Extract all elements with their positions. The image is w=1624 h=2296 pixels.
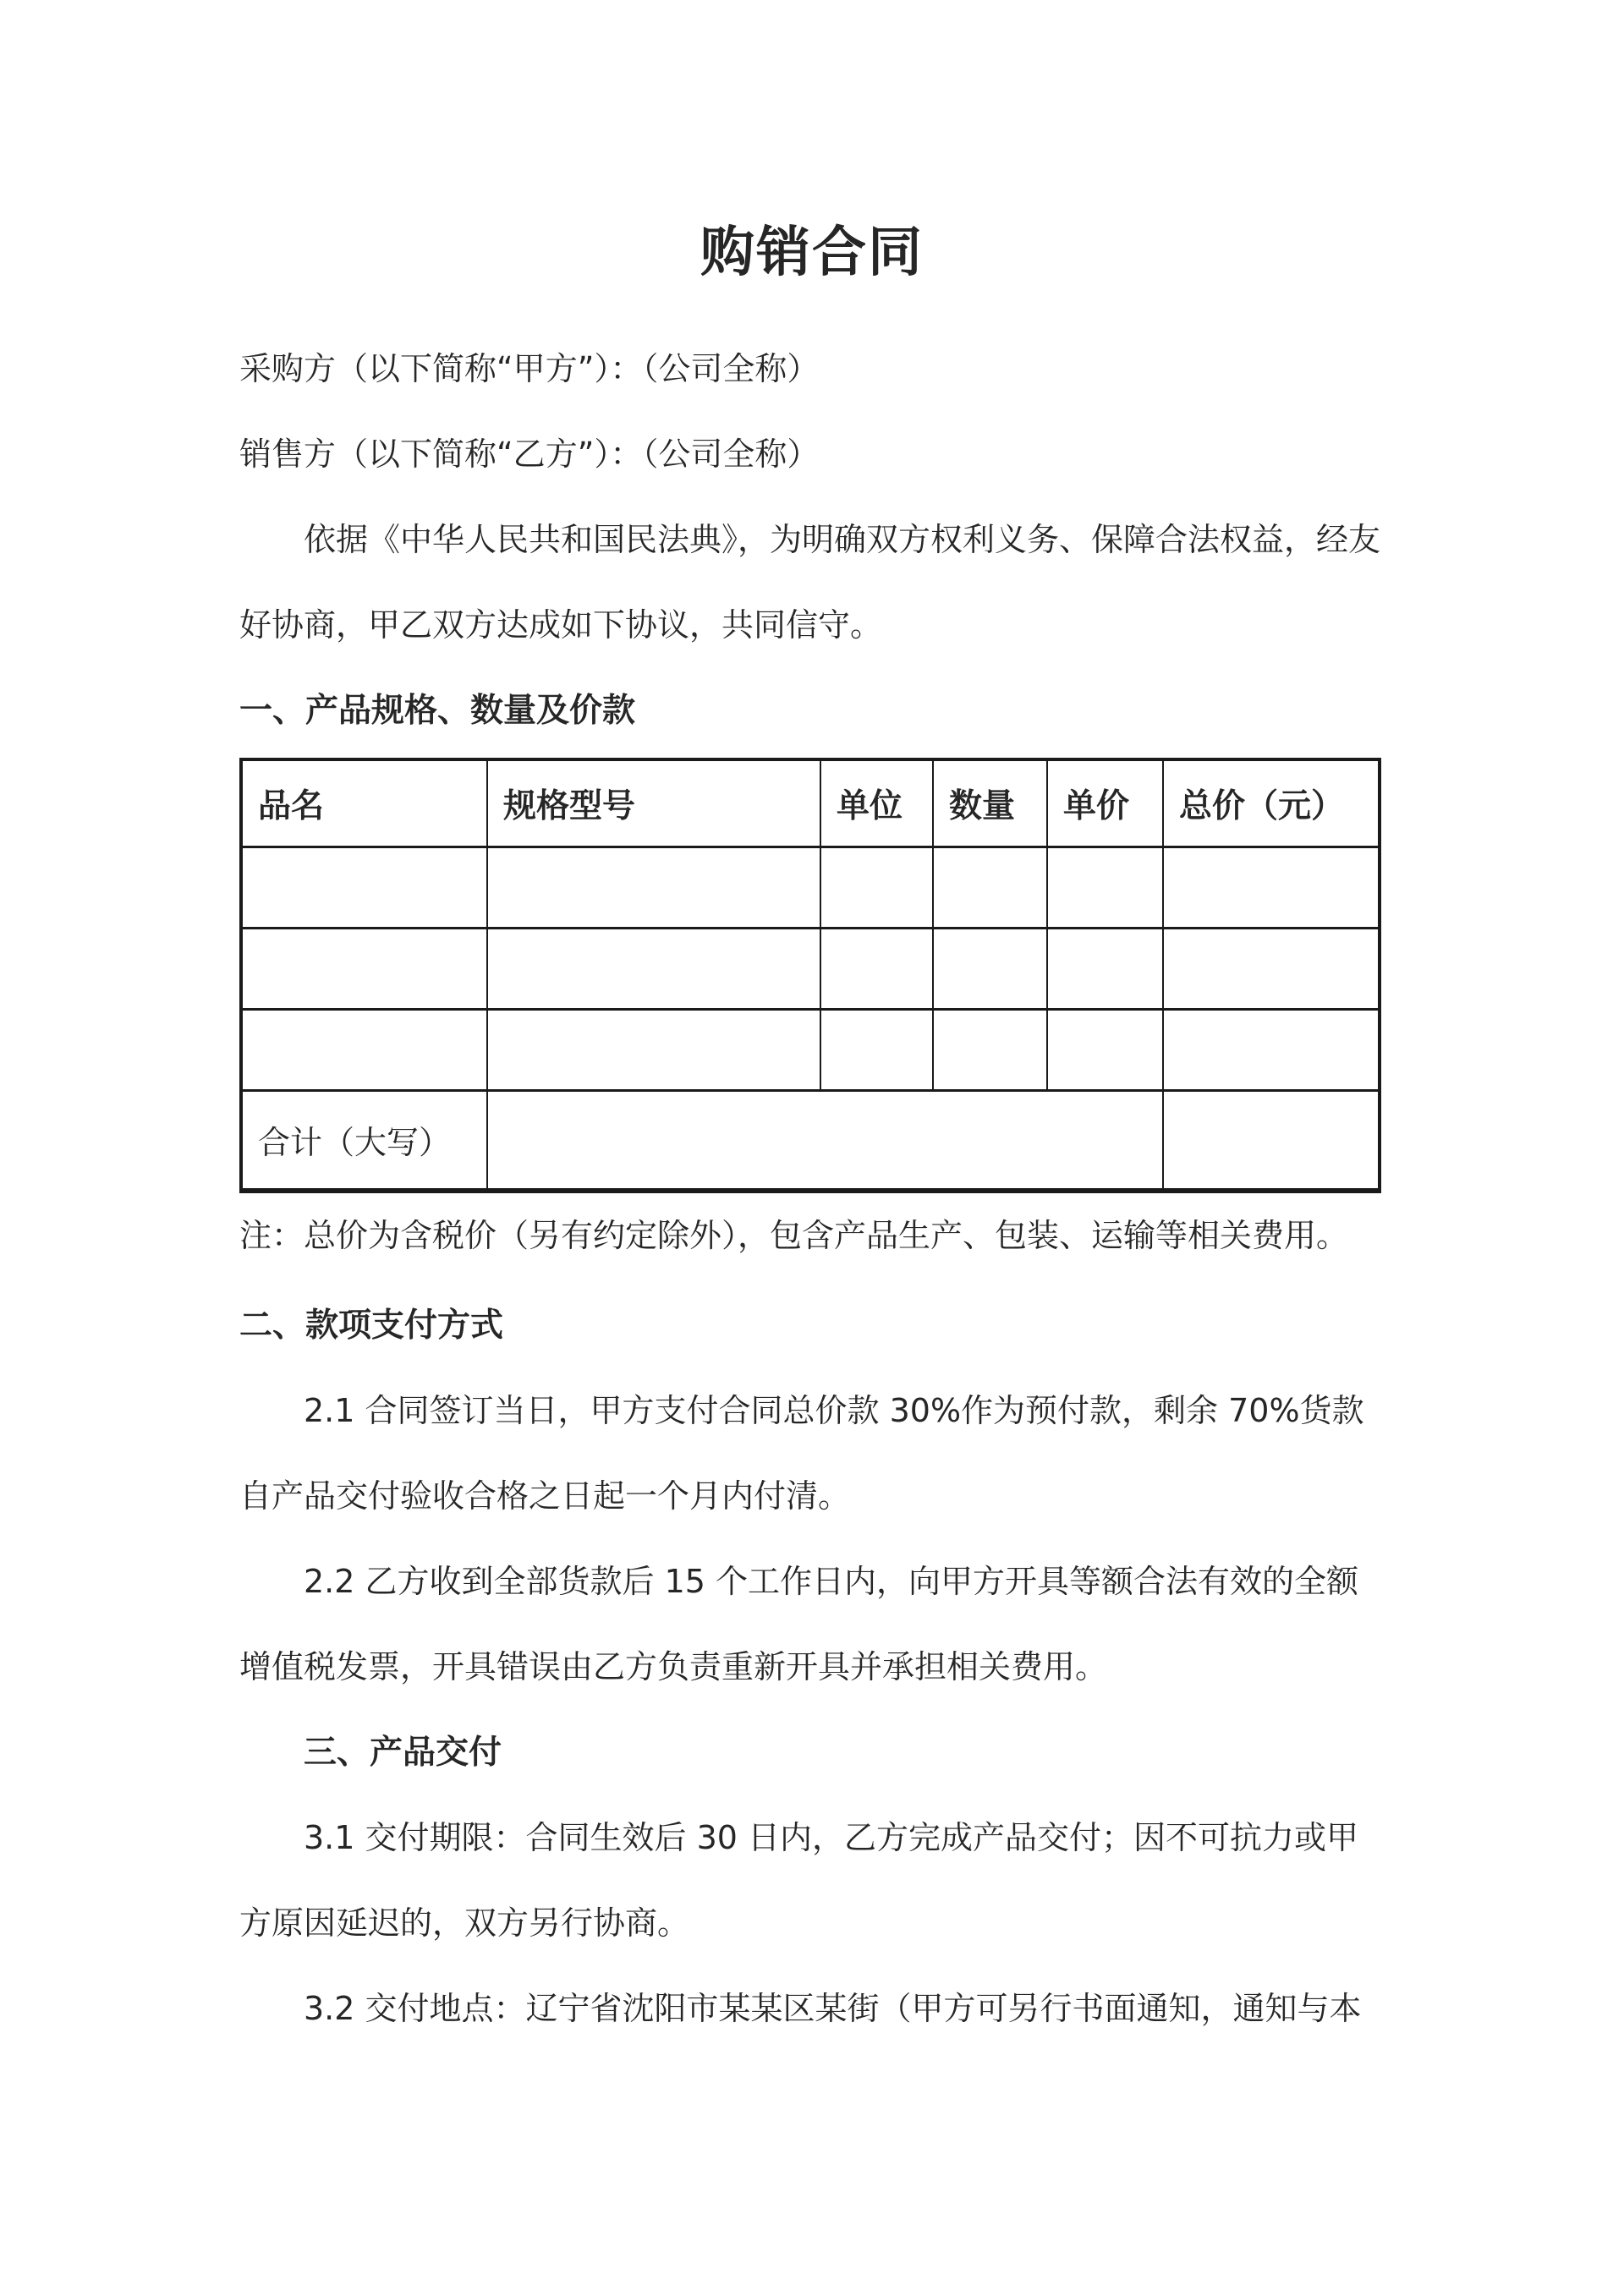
table-cell (820, 847, 933, 928)
document-title: 购销合同 (700, 222, 924, 284)
section-3-heading: 三、产品交付 (304, 1734, 502, 1772)
header-cell-spec-model: 规格型号 (487, 759, 820, 847)
table-cell (820, 1009, 933, 1090)
preamble-paragraph: 依据《中华人民共和国民法典》，为明确双方权利义务、保障合法权益，经友好协商，甲乙双方达成如下协议，共同信守。 (239, 521, 1381, 644)
header-cell-total-price: 总价（元） (1163, 759, 1380, 847)
clause-3-2: 3.2 交付地点：辽宁省沈阳市某某区某街（甲方可另行书面通知，通知与本 (304, 1990, 1362, 2027)
table-cell (1163, 928, 1380, 1009)
table-cell (487, 847, 820, 928)
header-cell-unit: 单位 (820, 759, 933, 847)
table-row (241, 928, 1380, 1009)
clause-3-1: 3.1 交付期限：合同生效后 30 日内，乙方完成产品交付；因不可抗力或甲方原因延迟的，双方另行协商。 (239, 1819, 1359, 1942)
total-label-cell: 合计（大写） (241, 1090, 487, 1191)
table-cell (241, 847, 487, 928)
table-cell (933, 1009, 1047, 1090)
header-cell-unit-price: 单价 (1047, 759, 1163, 847)
table-cell (487, 928, 820, 1009)
table-row (241, 847, 1380, 928)
table-cell (1047, 847, 1163, 928)
header-cell-quantity: 数量 (933, 759, 1047, 847)
section-1-heading: 一、产品规格、数量及价款 (239, 692, 636, 730)
table-total-row (241, 1090, 1380, 1191)
table-cell (241, 1009, 487, 1090)
table-note: 注：总价为含税价（另有约定除外），包含产品生产、包装、运输等相关费用。 (239, 1217, 1349, 1254)
clause-2-1: 2.1 合同签订当日，甲方支付合同总价款 30%作为预付款，剩余 70%货款自产品交付验收合格之日起一个月内付清。 (239, 1392, 1364, 1515)
total-price-cell (1163, 1090, 1380, 1191)
table-cell (1163, 847, 1380, 928)
buyer-party-line: 采购方（以下简称“甲方”）：（公司全称） (239, 350, 820, 387)
seller-party-line: 销售方（以下简称“乙方”）：（公司全称） (239, 436, 820, 473)
section-2-heading: 二、款项支付方式 (239, 1307, 504, 1345)
table-cell (1047, 928, 1163, 1009)
table-cell (1047, 1009, 1163, 1090)
product-spec-table (239, 758, 1381, 1193)
header-cell-product-name: 品名 (241, 759, 487, 847)
table-cell (1163, 1009, 1380, 1090)
page-content (239, 0, 1385, 2052)
total-amount-in-words-cell (487, 1090, 1163, 1191)
table-header-row (241, 759, 1380, 847)
table-cell (820, 928, 933, 1009)
table-cell (933, 847, 1047, 928)
table-cell (241, 928, 487, 1009)
clause-2-2: 2.2 乙方收到全部货款后 15 个工作日内，向甲方开具等额合法有效的全额增值税发票，开具错误由乙方负责重新开具并承担相关费用。 (239, 1563, 1359, 1685)
table-cell (933, 928, 1047, 1009)
table-row (241, 1009, 1380, 1090)
table-cell (487, 1009, 820, 1090)
